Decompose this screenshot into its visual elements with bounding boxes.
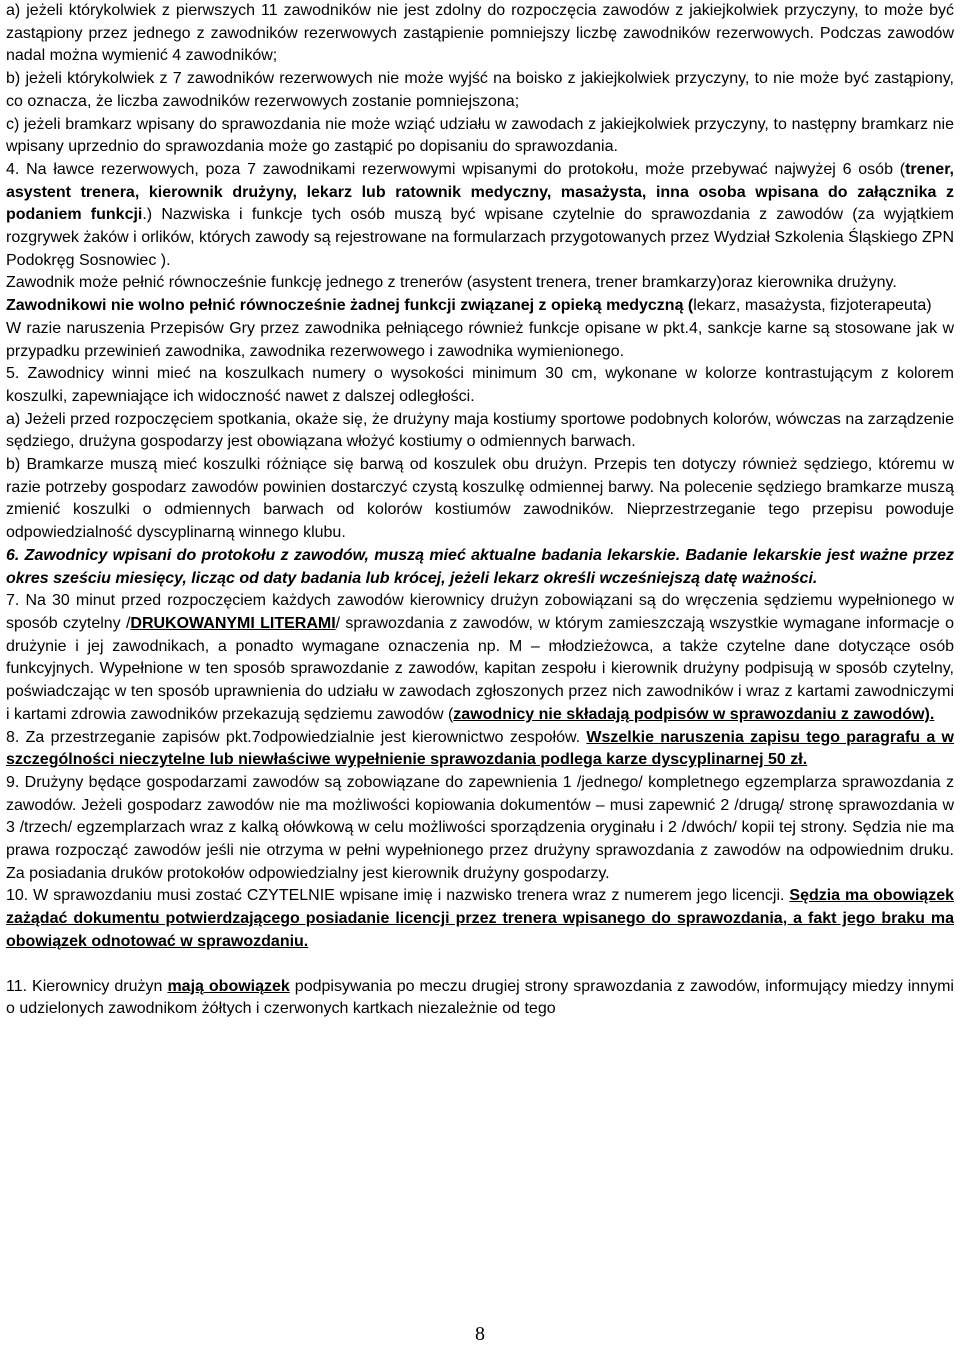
licence-requirement-note: Sędzia ma obowiązek zażądać dokumentu potwierdzającego posiadanie licencji przez trenera wpisanego do sprawozdania, a fakt jego braku ma obowiązek odnotować w sprawozdaniu. [6, 887, 954, 950]
paragraph-7: 7. Na 30 minut przed rozpoczęciem każdych zawodów kierownicy drużyn zobowiązani są do wręczenia sędziemu wypełnionego w sposób czytelny /DRUKOWANYMI LITERAMI/ sprawozdania z zawodów, w którym zamieszczają wszystkie wymagane informacje o drużynie i jej zawodnikach, a ponadto wymagane oznaczenia np. M – młodzieżowca, a także czytelne dane dotyczące osób funkcyjnych. Wypełnione w ten sposób sprawozdanie z zawodów, kapitan zespołu i kierownik drużyny podpisują w sposób czytelny, poświadczając w ten sposób uprawnienia do udziału w zawodach zgłoszonych przez nich zawodników i wraz z kartami zawodniczymi i kartami zdrowia zawodników przekazują sędziemu zawodów (zawodnicy nie składają podpisów w sprawozdaniu z zawodów). [6, 592, 954, 723]
paragraph-3c: c) jeżeli bramkarz wpisany do sprawozdania nie może wziąć udziału w zawodach z jakiejkolwiek przyczyny, to następny bramkarz nie wpisany uprzednio do sprawozdania może go zastąpić po dopisaniu do sprawozdania. [6, 115, 954, 156]
paragraph-11: 11. Kierownicy drużyn mają obowiązek podpisywania po meczu drugiej strony sprawozdania z zawodów, informujący miedzy innymi o udzielonych zawodnikom żółtych i czerwonych kartkach niezależnie od tego [6, 977, 954, 1018]
paragraph-player-coach: Zawodnik może pełnić równocześnie funkcję jednego z trenerów (asystent trenera, trener bramkarzy)oraz kierownika drużyny. [6, 274, 897, 292]
paragraph-10: 10. W sprawozdaniu musi zostać CZYTELNIE wpisane imię i nazwisko trenera wraz z numerem jego licencji. Sędzia ma obowiązek zażądać dokumentu potwierdzającego posiadanie licencji przez trenera wpisanego do sprawozdania, a fakt jego braku ma obowiązek odnotować w sprawozdaniu. [6, 887, 954, 950]
capital-letters-emphasis: DRUKOWANYMI LITERAMI [130, 614, 336, 632]
paragraph-5a: a) Jeżeli przed rozpoczęciem spotkania, okaże się, że drużyny maja kostiumy sportowe podobnych kolorów, wówczas na zarządzenie sędziego, drużyna gospodarzy jest obowiązana włożyć kostiumy o odmiennych barwach. [6, 410, 954, 451]
obligation-emphasis: mają obowiązek [167, 977, 290, 995]
penalty-note: Wszelkie naruszenia zapisu tego paragrafu a w szczególności nieczytelne lub niewłaściwe wypełnienie sprawozdania podlega karze dyscyplinarnej 50 zł. [6, 728, 955, 769]
blank-line [6, 954, 954, 976]
paragraph-8: 8. Za przestrzeganie zapisów pkt.7odpowiedzialnie jest kierownictwo zespołów. Wszelkie naruszenia zapisu tego paragrafu a w szczególności nieczytelne lub niewłaściwe wypełnienie sprawozdania podlega karze dyscyplinarnej 50 zł. [6, 728, 955, 769]
no-signatures-note: zawodnicy nie składają podpisów w sprawozdaniu z zawodów). [453, 705, 935, 723]
page-number: 8 [475, 1323, 485, 1345]
paragraph-5: 5. Zawodnicy winni mieć na koszulkach numery o wysokości minimum 30 cm, wykonane w kolorze kontrastującym z kolorem koszulki, zapewniające ich widoczność nawet z dalszej odległości. [6, 365, 954, 405]
paragraph-medical-ban: Zawodnikowi nie wolno pełnić równocześnie żadnej funkcji związanej z opieką medyczną (lekarz, masażysta, fizjoterapeuta) [6, 297, 932, 315]
paragraph-6: 6. Zawodnicy wpisani do protokołu z zawodów, muszą mieć aktualne badania lekarskie. Badanie lekarskie jest ważne przez okres sześciu miesięcy, licząc od daty badania lub krócej, jeżeli lekarz określi wcześniejszą datę ważności. [6, 546, 954, 587]
paragraph-9: 9. Drużyny będące gospodarzami zawodów są zobowiązane do zapewnienia 1 /jednego/ kompletnego egzemplarza sprawozdania z zawodów. Jeżeli gospodarz zawodów nie ma możliwości kopiowania dokumentów – musi zapewnić 2 /drugą/ stronę sprawozdania w 3 /trzech/ egzemplarzach wraz z kalką ołówkową w celu możliwości sporządzenia oryginału i 2 /dwóch/ kopii tej strony. Sędzia nie ma prawa rozpocząć zawodów jeśli nie otrzyma w pełni wypełnionego przez drużyny sprawozdania z zawodów na odpowiednim druku. Za posiadania druków protokołów odpowiedzialny jest kierownik drużyny gospodarzy. [6, 773, 954, 882]
paragraph-3b: b) jeżeli którykolwiek z 7 zawodników rezerwowych nie może wyjść na boisko z jakiejkolwiek przyczyny, to nie może być zastąpiony, co oznacza, że liczba zawodników rezerwowych zostanie pomniejszona; [6, 70, 954, 110]
paragraph-5b: b) Bramkarze muszą mieć koszulki różniące się barwą od koszulek obu drużyn. Przepis ten dotyczy również sędziego, któremu w razie potrzeby gospodarz zawodów powinien dostarczyć czystą koszulkę odmiennej barwy. Na polecenie sędziego bramkarze muszą zmienić koszulki o odmiennych barwach od kolorów kostiumów zawodników. Nieprzestrzeganie tego przepisu powoduje odpowiedzialność dyscyplinarną winnego klubu. [6, 456, 954, 542]
paragraph-4: 4. Na ławce rezerwowych, poza 7 zawodnikami rezerwowymi wpisanymi do protokołu, może przebywać najwyżej 6 osób (trener, asystent trenera, kierownik drużyny, lekarz lub ratownik medyczny, masażysta, inna osoba wpisana do załącznika z podaniem funkcji.) Nazwiska i funkcje tych osób muszą być wpisane czytelnie do sprawozdania z zawodów (za wyjątkiem rozgrywek żaków i orlików, których zawody są rejestrowane na formularzach przygotowanych przez Wydział Szkolenia Śląskiego ZPN Podokręg Sosnowiec ). [6, 160, 954, 269]
document-body [6, 0, 954, 1021]
paragraph-sanctions: W razie naruszenia Przepisów Gry przez zawodnika pełniącego również funkcje opisane w pkt.4, sankcje karne są stosowane jak w przypadku przewinień zawodnika, zawodnika rezerwowego i zawodnika wymienionego. [6, 319, 954, 360]
paragraph-3a: a) jeżeli którykolwiek z pierwszych 11 zawodników nie jest zdolny do rozpoczęcia zawodów z jakiejkolwiek przyczyny, to może być zastąpiony przez jednego z zawodników rezerwowych zastąpienie pomniejszy liczbę zawodników rezerwowych. Podczas zawodów nadal można wymienić 4 zawodników; [6, 2, 954, 65]
bench-persons-list: trener, asystent trenera, kierownik drużyny, lekarz lub ratownik medyczny, masażysta, inna osoba wpisana do załącznika z podaniem funkcji [6, 160, 954, 224]
